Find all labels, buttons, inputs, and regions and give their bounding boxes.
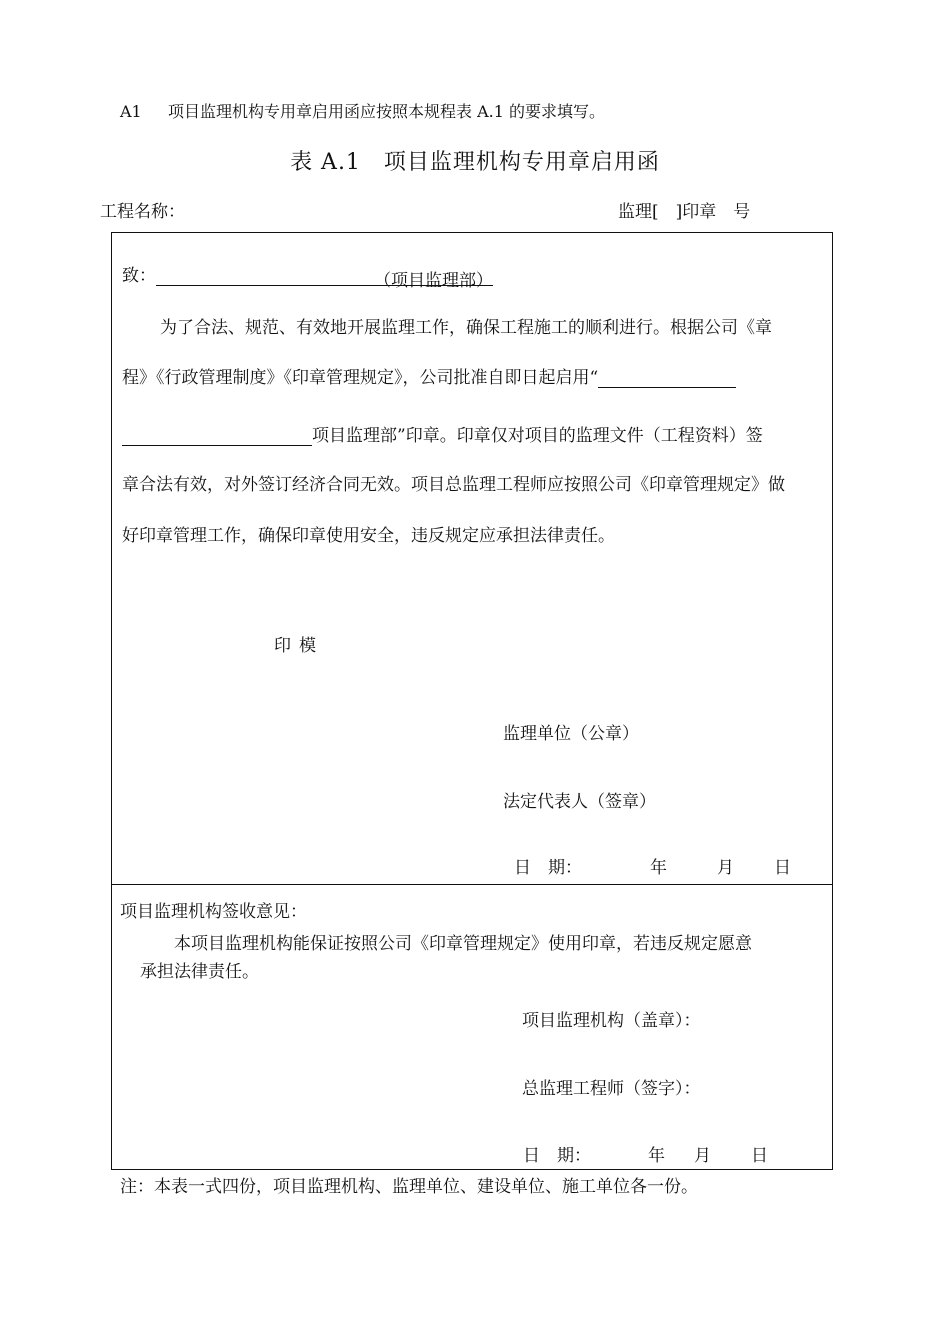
chief-engineer-signature-label: 总监理工程师（签字）： (522, 1079, 701, 1099)
date-day: 日 (774, 858, 791, 878)
project-name-label: 工程名称： (100, 202, 185, 222)
letter-date (514, 853, 791, 878)
receipt-date (523, 1141, 768, 1166)
intro-text: 项目监理机构专用章启用函应按照本规程表 A.1 的要求填写。 (168, 102, 605, 121)
seal-mold-label: 印模 (274, 636, 324, 656)
date-month: 月 (694, 1146, 711, 1166)
letter-line-5: 好印章管理工作，确保印章使用安全，违反规定应承担法律责任。 (122, 526, 615, 546)
date-year: 年 (648, 1146, 665, 1166)
intro-code: A1 (120, 102, 142, 121)
date-label: 日 期： (514, 858, 582, 878)
letter-section (111, 232, 833, 885)
recipient-blank[interactable] (156, 266, 374, 286)
letter-line-4: 章合法有效，对外签订经济合同无效。项目总监理工程师应按照公司《印章管理规定》做 (122, 475, 785, 495)
letter-line-3-text: 项目监理部”印章。印章仅对项目的监理文件（工程资料）签 (312, 426, 763, 446)
recipient-line (122, 261, 493, 292)
intro-line (120, 99, 605, 122)
seal-name-blank-1[interactable] (598, 368, 736, 388)
legal-representative-label: 法定代表人（签章） (503, 792, 656, 812)
date-label: 日 期： (523, 1146, 591, 1166)
letter-line-2 (122, 363, 736, 388)
to-label: 致： (122, 266, 156, 286)
receipt-org-seal-label: 项目监理机构（盖章）： (522, 1011, 701, 1031)
footnote: 注：本表一式四份，项目监理机构、监理单位、建设单位、施工单位各一份。 (120, 1177, 698, 1197)
letter-line-2-text: 程》《行政管理制度》《印章管理规定》，公司批准自即日起启用“ (122, 368, 599, 388)
date-year: 年 (650, 858, 667, 878)
receipt-para-line-2: 承担法律责任。 (140, 962, 259, 982)
letter-line-1: 为了合法、规范、有效地开展监理工作，确保工程施工的顺利进行。根据公司《章 (160, 318, 772, 338)
receipt-section (111, 884, 833, 1170)
form-title: 表 A.1 项目监理机构专用章启用函 (290, 150, 660, 175)
seal-number-label: 监理[ ]印章 号 (618, 202, 751, 222)
recipient-suffix: （项目监理部） (374, 266, 493, 286)
letter-line-3 (122, 421, 763, 446)
receipt-heading: 项目监理机构签收意见： (120, 902, 307, 922)
receipt-para-line-1: 本项目监理机构能保证按照公司《印章管理规定》使用印章，若违反规定愿意 (174, 934, 752, 954)
date-day: 日 (751, 1146, 768, 1166)
date-month: 月 (717, 858, 734, 878)
supervision-unit-label: 监理单位（公章） (503, 724, 639, 744)
seal-name-blank-2[interactable] (122, 426, 312, 446)
